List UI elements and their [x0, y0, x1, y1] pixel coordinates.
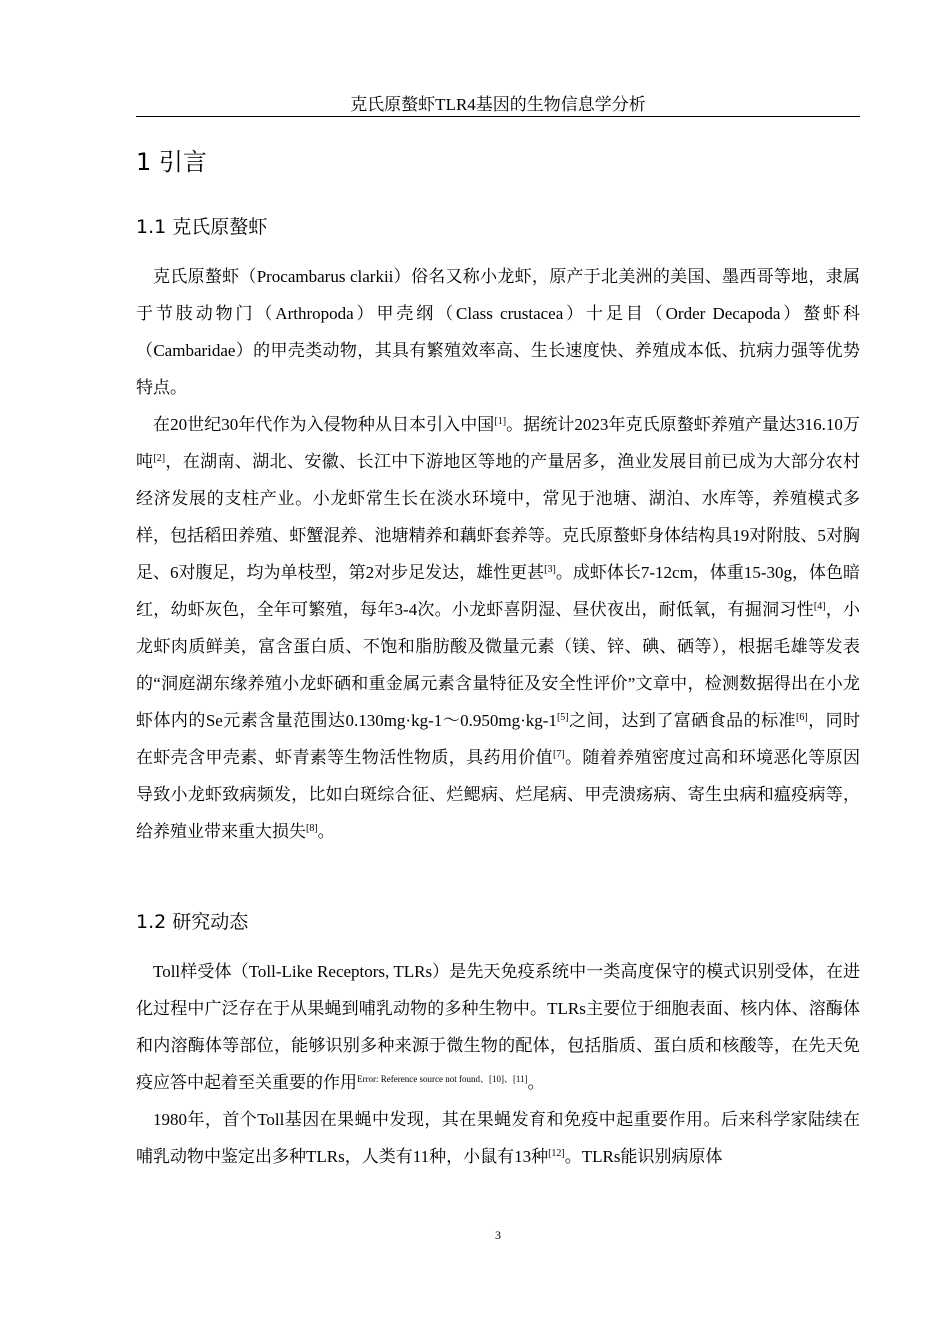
running-header: 克氏原螯虾TLR4基因的生物信息学分析 [350, 95, 646, 114]
text-run: 。 [527, 1073, 545, 1092]
text-run: ，同时在虾壳含甲壳素、虾青素等生物活性物质，具药用价值 [136, 711, 861, 767]
paragraph-tlr-history [136, 1101, 860, 1175]
section-heading-introduction: 1 引言 [136, 148, 207, 176]
subsection-heading-crayfish: 1.1 克氏原螯虾 [136, 216, 268, 238]
page-number: 3 [495, 1228, 501, 1242]
text-run: 。 [317, 822, 335, 841]
citation-ref-error: Error: Reference source not found、[10]、[11] [357, 1074, 528, 1084]
text-run: Toll样受体（Toll-Like Receptors, TLRs）是先天免疫系统中一类高度保守的模式识别受体，在进化过程中广泛存在于从果蝇到哺乳动物的多种生物中。TLRs主要位于细胞表面、核内体、溶酶体和内溶酶体等部位，能够识别多种来源于微生物的配体，包括脂质、蛋白质和核酸等，在先天免疫应答中起着至关重要的作用 [136, 962, 860, 1092]
text-run: 。随着养殖密度过高和环境恶化等原因导致小龙虾致病频发，比如白斑综合征、烂鳃病、烂尾病、甲壳溃疡病、寄生虫病和瘟疫病等，给养殖业带来重大损失 [136, 748, 861, 841]
citation-ref: [2] [153, 453, 166, 464]
text-run: 。TLRs能识别病原体 [564, 1147, 723, 1166]
citation-ref: [12] [548, 1148, 565, 1159]
citation-ref: [6] [795, 712, 808, 723]
citation-ref: [1] [494, 416, 507, 427]
text-run: ，在湖南、湖北、安徽、长江中下游地区等地的产量居多，渔业发展目前已成为大部分农村经济发展的支柱产业。小龙虾常生长在淡水环境中，常见于池塘、湖泊、水库等，养殖模式多样，包括稻田养殖、虾蟹混养、池塘精养和藕虾套养等。克氏原螯虾身体结构具19对附肢、5对胸足、6对腹足，均为单枝型，第2对步足发达，雄性更甚 [136, 452, 860, 582]
citation-ref: [3] [544, 564, 556, 575]
citation-ref: [5] [556, 712, 569, 723]
citation-ref: [7] [552, 749, 565, 760]
text-run: 1980年，首个Toll基因在果蝇中发现，其在果蝇发育和免疫中起重要作用。后来科学家陆续在哺乳动物中鉴定出多种TLRs，人类有11种，小鼠有13种 [136, 1110, 860, 1166]
text-run: 在20世纪30年代作为入侵物种从日本引入中国 [153, 415, 495, 434]
paragraph-crayfish-aquaculture [136, 406, 860, 850]
text-run: 。成虾体长7-12cm，体重15-30g，体色暗红，幼虾灰色，全年可繁殖，每年3-4次。小龙虾喜阴湿、昼伏夜出，耐低氧，有掘洞习性 [136, 563, 861, 619]
citation-ref: [8] [306, 823, 318, 834]
text-run: 。据统计2023年克氏原螯虾养殖产量达316.10万吨 [136, 415, 861, 471]
header-rule [136, 116, 860, 117]
paragraph-crayfish-taxonomy: 克氏原螯虾（Procambarus clarkii）俗名又称小龙虾，原产于北美洲的美国、墨西哥等地，隶属于节肢动物门（Arthropoda）甲壳纲（Class crustacea）十足目（Order Decapoda）螯虾科（Cambaridae）的甲壳类动物，其具有繁殖效率高、生长速度快、养殖成本低、抗病力强等优势特点。 [136, 267, 860, 397]
paragraph-tlr-overview [136, 953, 860, 1101]
subsection-heading-research-progress: 1.2 研究动态 [136, 911, 249, 933]
citation-ref: [4] [813, 601, 826, 612]
text-run: ，小龙虾肉质鲜美，富含蛋白质、不饱和脂肪酸及微量元素（镁、锌、碘、硒等），根据毛雄等发表的“洞庭湖东缘养殖小龙虾硒和重金属元素含量特征及安全性评价”文章中，检测数据得出在小龙虾体内的Se元素含量范围达0.130mg·kg-1～0.950mg·kg-1 [136, 600, 861, 730]
text-run: 之间，达到了富硒食品的标准 [568, 711, 796, 730]
